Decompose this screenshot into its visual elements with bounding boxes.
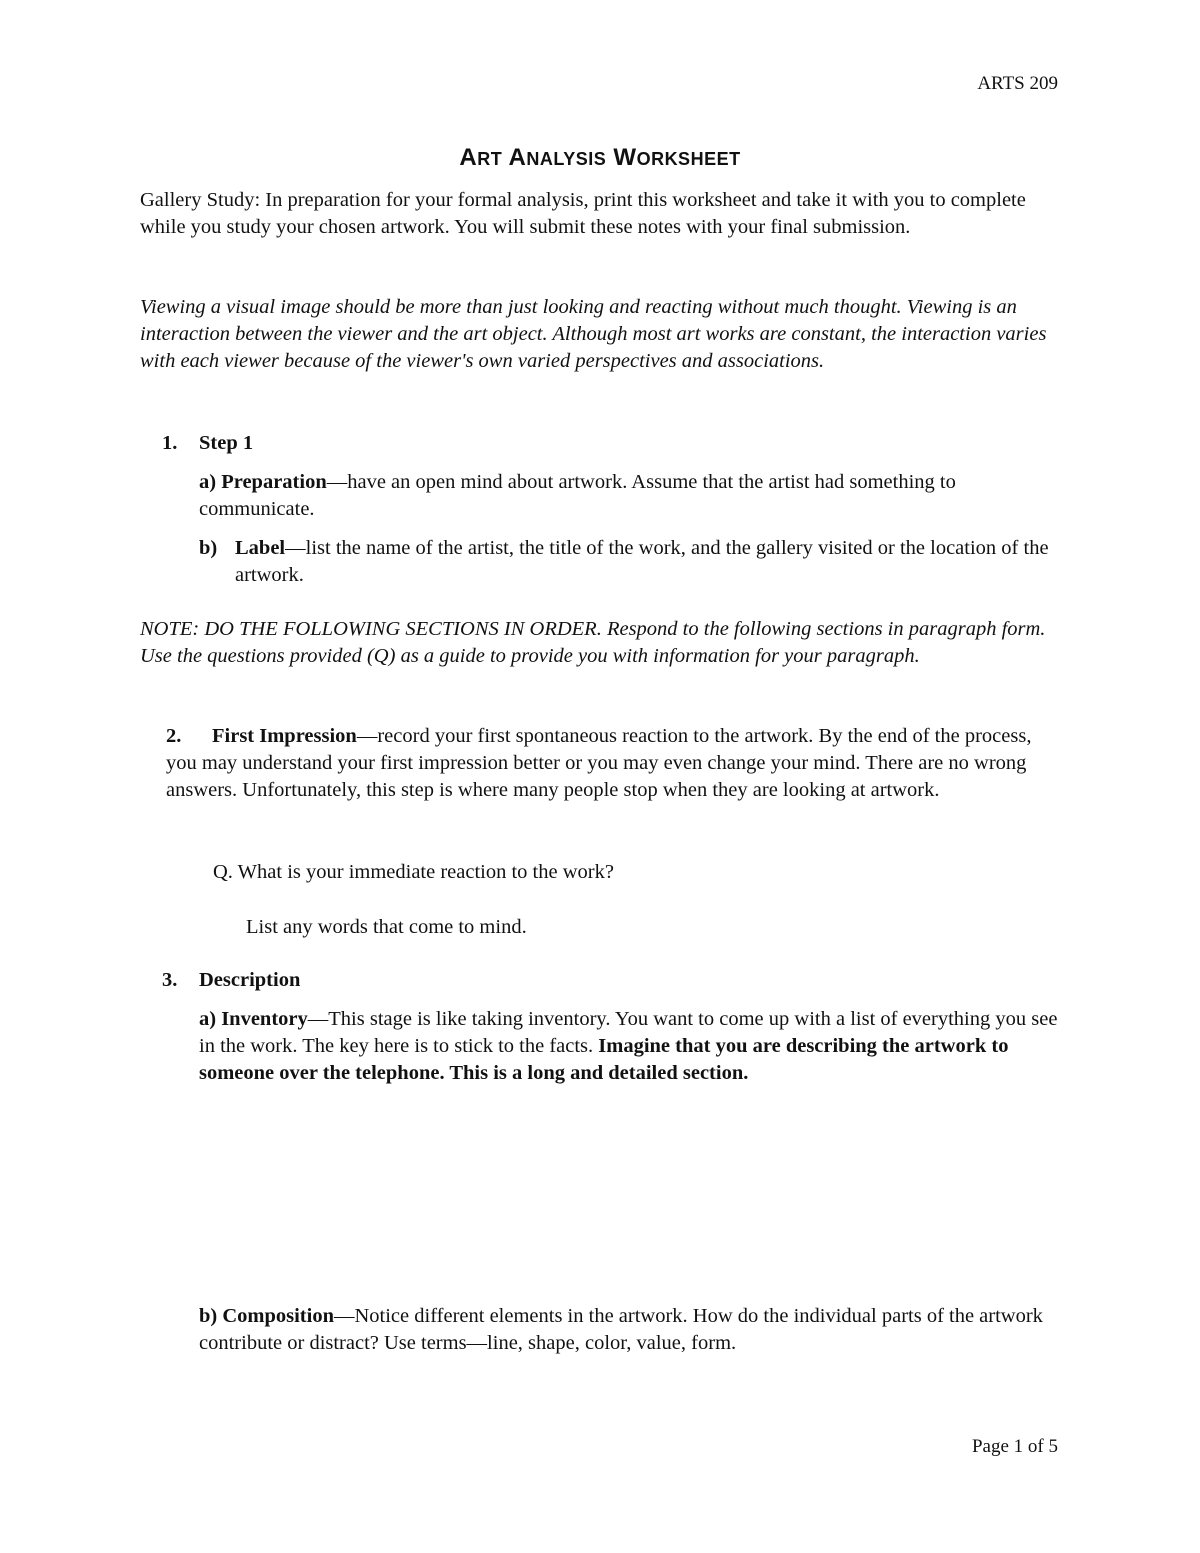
step3-heading: 3. Description [162,969,301,991]
step1-a-preparation: a) Preparation—have an open mind about artwork. Assume that the artist had something to communicate. [199,471,956,520]
step2-prompt: List any words that come to mind. [246,916,527,938]
step1-b-label: b) [199,537,218,559]
step2-question: Q. What is your immediate reaction to the work? [213,861,614,883]
step3-b-composition: b) Composition—Notice different elements in the artwork. How do the individual parts of the artwork contribute or distract? Use terms—line, shape, color, value, form. [199,1305,1043,1354]
italic-intro-paragraph: Viewing a visual image should be more than just looking and reacting without much thought. Viewing is an interaction between the viewer and the art object. Although most art works are constant, the interaction varies with each viewer because of the viewer's own varied perspectives and associations. [140,296,1047,372]
step1-heading: 1. Step 1 [162,432,254,454]
page-number: Page 1 of 5 [971,1436,1058,1457]
intro-paragraph: Gallery Study: In preparation for your formal analysis, print this worksheet and take it with you to complete while you study your chosen artwork. You will submit these notes with your final submission. [140,189,1026,238]
step3-a-inventory: a) Inventory—This stage is like taking inventory. You want to come up with a list of everything you see in the work. The key here is to stick to the facts. Imagine that you are describing the artwork to someone over the telephone. This is a long and detailed section. [199,1008,1058,1084]
course-code: ARTS 209 [977,73,1058,94]
page-title: ART ANALYSIS WORKSHEET [459,144,741,171]
step1-b-text: Label—list the name of the artist, the title of the work, and the gallery visited or the location of the artwork. [235,537,1049,586]
note-paragraph: NOTE: DO THE FOLLOWING SECTIONS IN ORDER. Respond to the following sections in paragraph form. Use the questions provided (Q) as a guide to provide you with information for your paragraph. [140,618,1046,667]
step2-first-impression: 2. First Impression—record your first spontaneous reaction to the artwork. By the end of the process, you may understand your first impression better or you may even change your mind. There are no wrong answers. Unfortunately, this step is where many people stop when they are looking at artwork. [166,725,1032,801]
